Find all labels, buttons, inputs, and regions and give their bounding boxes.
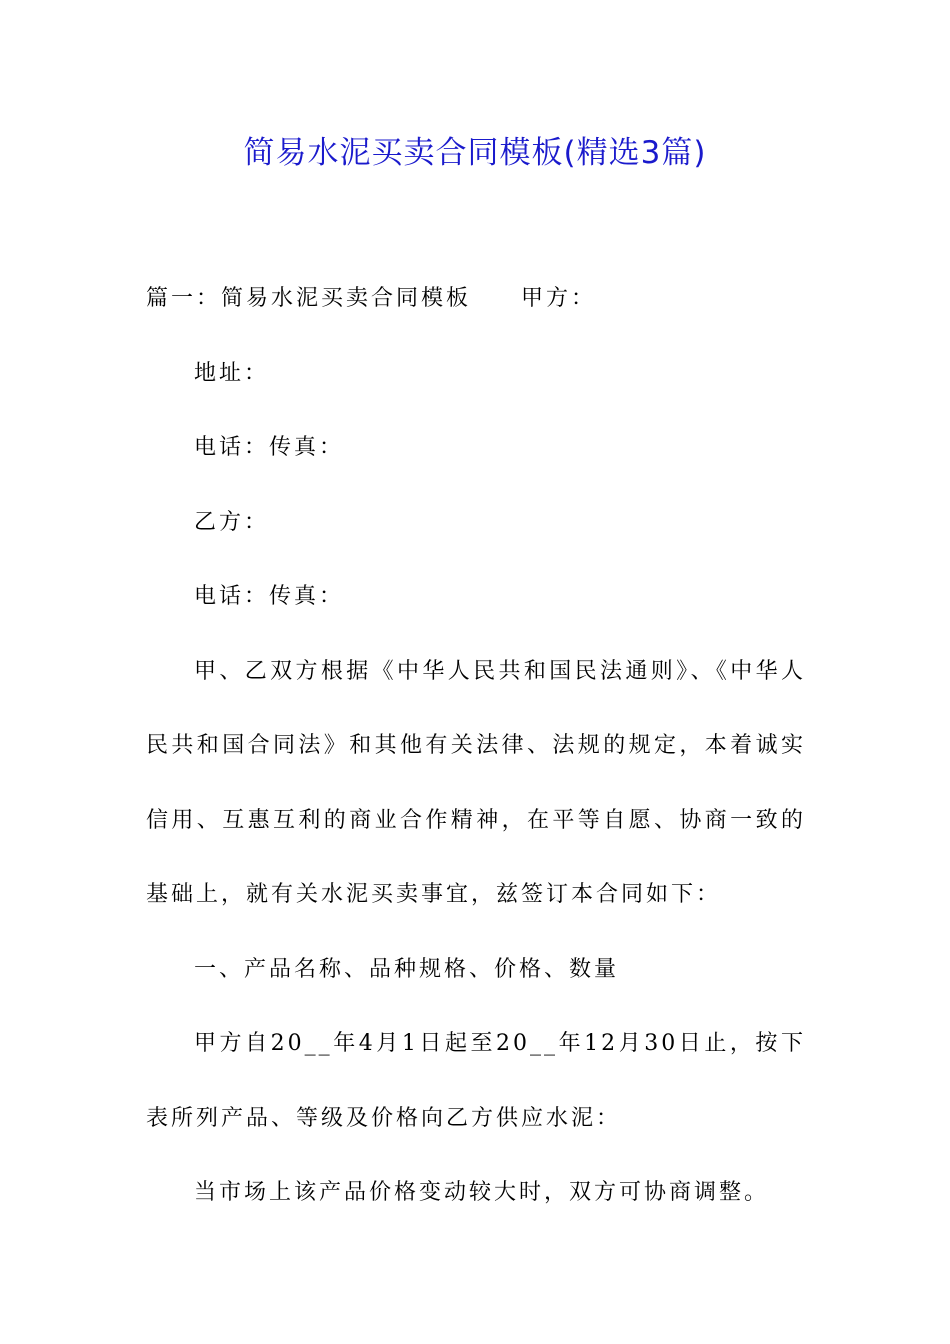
party-b-label: 乙方： [194,509,270,535]
section-heading: 篇一：简易水泥买卖合同模板 [146,286,472,311]
phone-fax-line-party-b: 电话：传真： [194,584,345,609]
article-1-heading: 一、产品名称、品种规格、价格、数量 [194,956,620,982]
document-body [146,262,806,1231]
address-label: 地址： [194,360,270,386]
article-1-paragraph: 甲方自20__年4月1日起至20__年12月30日止，按下表所列产品、等级及价格向乙方供应水泥： [146,1031,806,1131]
article-1-note: 当市场上该产品价格变动较大时，双方可协商调整。 [194,1180,770,1205]
preamble-paragraph: 甲、乙双方根据《中华人民共和国民法通则》、《中华人民共和国合同法》和其他有关法律、法规的规定，本着诚实信用、互惠互利的商业合作精神，在平等自愿、协商一致的基础上，就有关水泥买卖事宜，兹签订本合同如下： [146,658,806,907]
party-a-label: 甲方： [521,286,597,311]
phone-fax-line-party-a: 电话：传真： [194,435,345,460]
document-title: 简易水泥买卖合同模板(精选3篇) [243,135,707,171]
section-heading-line [146,262,806,337]
